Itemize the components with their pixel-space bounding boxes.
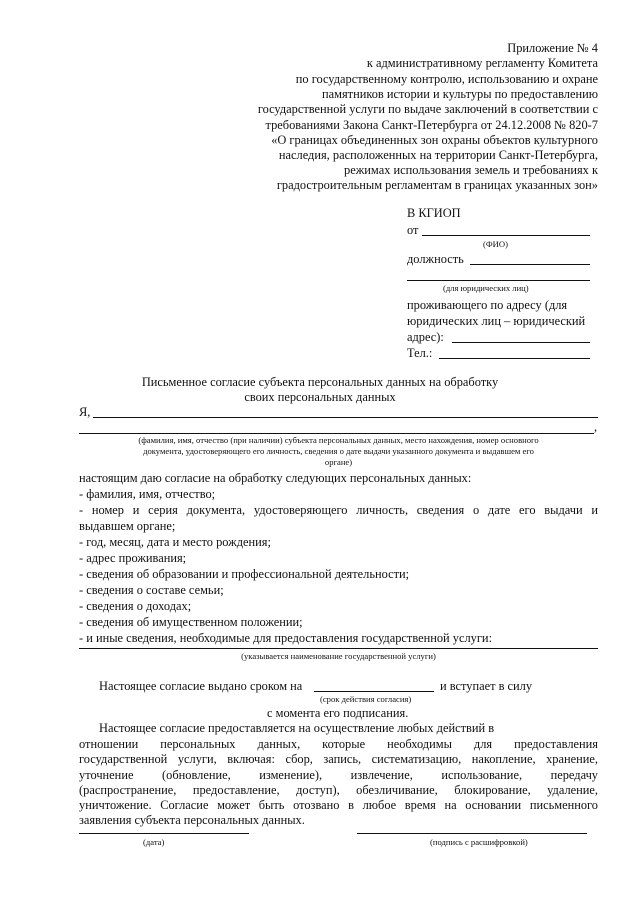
list-item-education: - сведения об образовании и профессиональной деятельности; — [79, 567, 410, 581]
header-line-3: по государственному контролю, использованию и охране — [295, 72, 598, 86]
service-field[interactable] — [79, 648, 598, 649]
address-line-2: юридических лиц – юридический — [407, 314, 586, 328]
subject-field-1[interactable] — [93, 417, 598, 418]
subject-field-2[interactable] — [79, 433, 594, 434]
term-field[interactable] — [314, 691, 434, 692]
addressee-from-label: от — [407, 223, 419, 237]
body-line-4: уточнение (обновление, изменение), извлечение, использование, передачу — [79, 768, 598, 782]
list-item-document: - номер и серия документа, удостоверяющего личность, сведения о дате его выдачи и — [79, 503, 598, 517]
document-title-line-2: своих персональных данных — [244, 390, 396, 404]
header-line-7: «О границах объединенных зон охраны объектов культурного — [271, 133, 598, 147]
list-item-document-cont: выдавшем органе; — [79, 519, 176, 533]
subject-hint-3: органе) — [324, 457, 353, 467]
header-line-4: памятников истории и культуры по предоставлению — [321, 87, 598, 101]
service-hint: (указывается наименование государственной услуги) — [241, 651, 436, 661]
term-line-2: с момента его подписания. — [267, 706, 409, 720]
phone-label: Тел.: — [407, 346, 433, 360]
body-line-1: Настоящее согласие предоставляется на осуществление любых действий в — [99, 721, 495, 735]
address-line-1: проживающего по адресу (для — [407, 298, 568, 312]
consent-intro: настоящим даю согласие на обработку следующих персональных данных: — [79, 471, 472, 485]
legal-hint: (для юридических лиц) — [443, 283, 529, 293]
term-hint: (срок действия согласия) — [320, 694, 412, 704]
list-item-address: - адрес проживания; — [79, 551, 187, 565]
body-line-6: уничтожение. Согласие может быть отозвано в любое время на основании письменного — [79, 798, 598, 812]
header-line-8: наследия, расположенных на территории Санкт-Петербурга, — [278, 148, 598, 162]
term-after: и вступает в силу — [440, 679, 533, 693]
list-item-property: - сведения об имущественном положении; — [79, 615, 303, 629]
list-item-family: - сведения о составе семьи; — [79, 583, 224, 597]
header-line-2: к административному регламенту Комитета — [366, 56, 598, 70]
list-item-name: - фамилия, имя, отчество; — [79, 487, 216, 501]
phone-field[interactable] — [439, 358, 590, 359]
subject-hint-2: документа, удостоверяющего его личность, сведения о дате выдачи указанного документа и выдавшем его — [143, 446, 534, 456]
addressee-to: В КГИОП — [407, 206, 461, 220]
list-item-birth: - год, месяц, дата и место рождения; — [79, 535, 271, 549]
subject-hint-1: (фамилия, имя, отчество (при наличии) субъекта персональных данных, место нахождения, номер основного — [138, 435, 539, 445]
addressee-from-field[interactable] — [422, 235, 590, 236]
header-line-9: режимах использования земель и требованиях к — [344, 163, 598, 177]
subject-comma: , — [594, 420, 598, 434]
date-hint: (дата) — [143, 837, 165, 847]
legal-field[interactable] — [407, 280, 590, 281]
date-field[interactable] — [79, 833, 249, 834]
position-field[interactable] — [470, 264, 590, 265]
header-line-10: градостроительным регламентам в границах указанных зон» — [276, 178, 598, 192]
body-line-5: (распространение, предоставление, доступ), обезличивание, блокирование, удаление, — [79, 783, 598, 797]
subject-prefix: Я, — [79, 405, 91, 419]
position-label: должность — [407, 252, 464, 266]
address-line-3: адрес): — [407, 330, 444, 344]
term-before: Настоящее согласие выдано сроком на — [99, 679, 303, 693]
header-line-5: государственной услуги по выдаче заключений в соответствии с — [257, 102, 598, 116]
list-item-income: - сведения о доходах; — [79, 599, 192, 613]
body-line-2: отношении персональных данных, которые необходимы для предоставления — [79, 737, 598, 751]
document-title-line-1: Письменное согласие субъекта персональных данных на обработку — [141, 375, 499, 389]
header-line-1: Приложение № 4 — [507, 41, 598, 55]
fio-hint: (ФИО) — [483, 239, 508, 249]
address-field[interactable] — [452, 342, 590, 343]
header-line-6: требованиями Закона Санкт-Петербурга от 24.12.2008 № 820-7 — [265, 118, 598, 132]
body-line-7: заявления субъекта персональных данных. — [79, 813, 305, 827]
body-line-3: государственной услуги, включая: сбор, запись, систематизацию, накопление, хранение, — [79, 752, 598, 766]
signature-field[interactable] — [357, 833, 587, 834]
list-item-other: - и иные сведения, необходимые для предоставления государственной услуги: — [79, 631, 493, 645]
signature-hint: (подпись с расшифровкой) — [430, 837, 528, 847]
